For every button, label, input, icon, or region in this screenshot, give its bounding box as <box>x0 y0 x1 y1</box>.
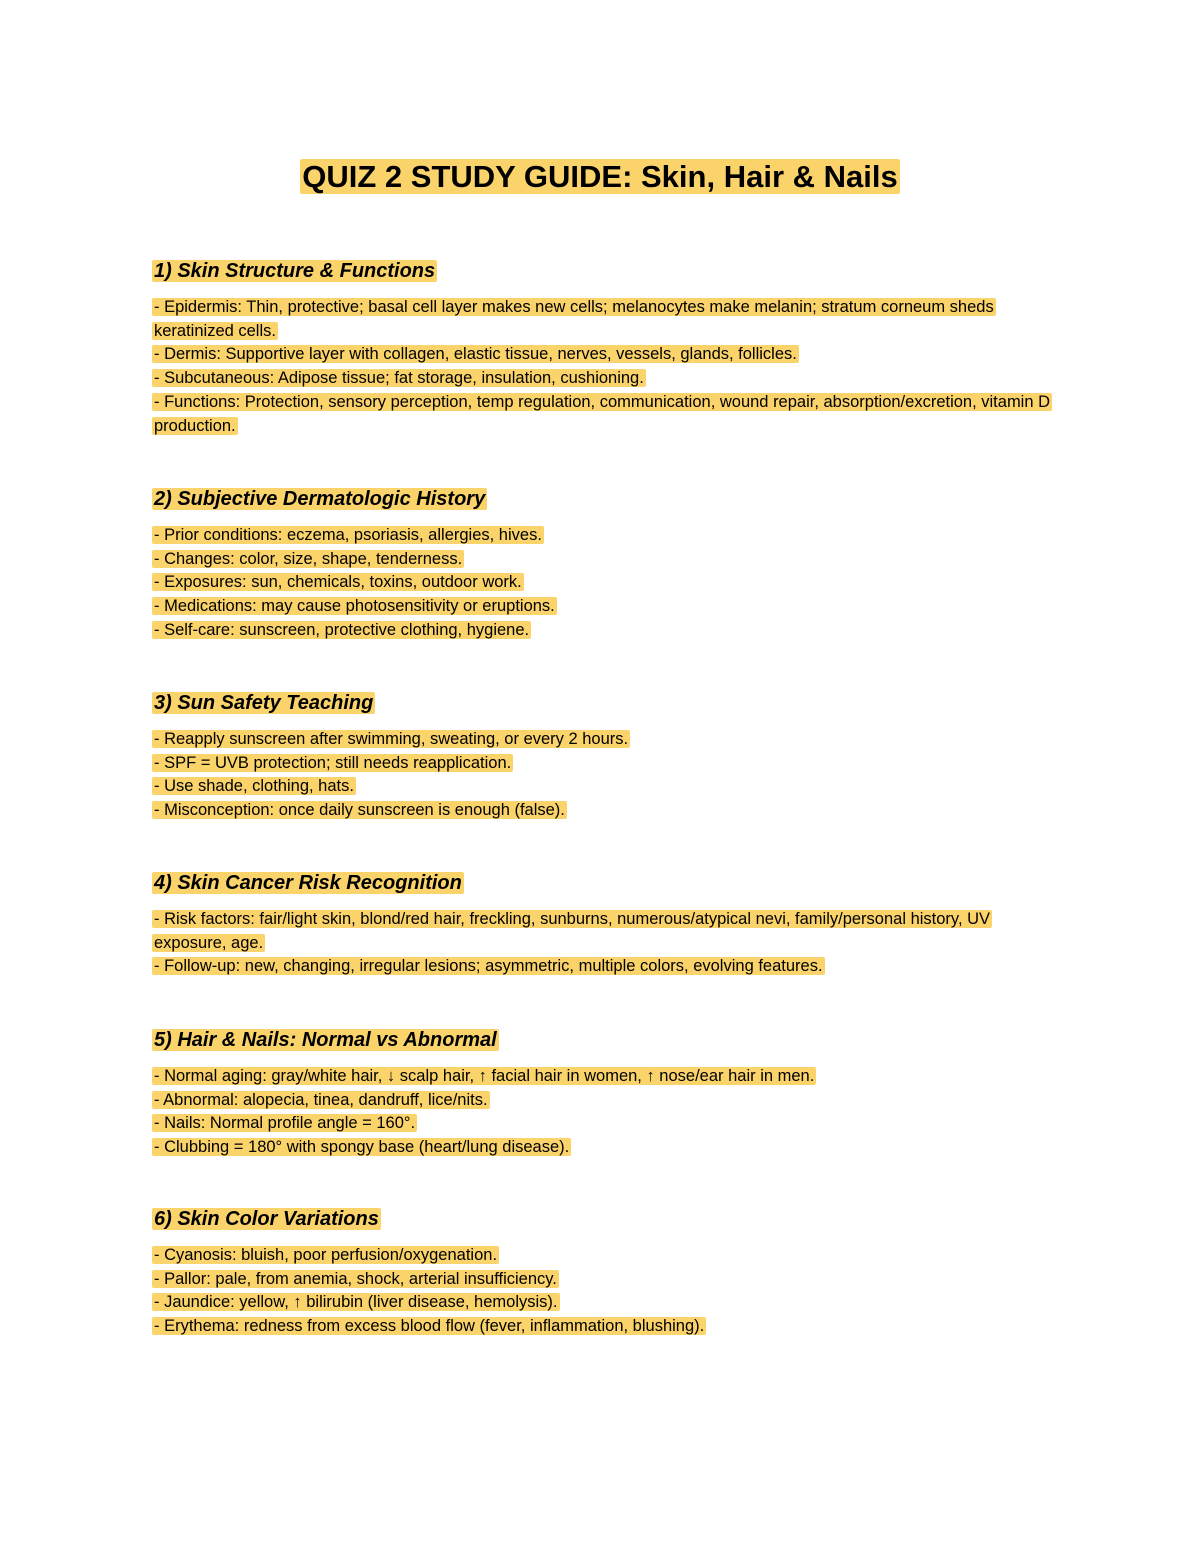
list-item-text: - Subcutaneous: Adipose tissue; fat storage, insulation, cushioning. <box>154 369 644 388</box>
section-hair-nails <box>152 1027 1062 1160</box>
list-item-text: - Abnormal: alopecia, tinea, dandruff, lice/nits. <box>154 1090 488 1109</box>
list-item <box>152 524 1062 548</box>
list-item <box>152 296 1062 343</box>
list-item <box>152 619 1062 643</box>
section-list <box>152 908 1062 979</box>
list-item <box>152 1112 1062 1136</box>
section-heading-text: 2) Subjective Dermatologic History <box>154 488 486 510</box>
section-heading <box>152 258 1062 284</box>
list-item-text: - Normal aging: gray/white hair, ↓ scalp hair, ↑ facial hair in women, ↑ nose/ear hair in men. <box>154 1067 815 1085</box>
section-heading-text: 5) Hair & Nails: Normal vs Abnormal <box>154 1029 497 1051</box>
list-item-text: - Clubbing = 180° with spongy base (heart/lung disease). <box>154 1138 570 1157</box>
list-item <box>152 367 1062 391</box>
section-heading <box>152 1206 1062 1232</box>
section-list <box>152 1244 1062 1339</box>
list-item-text: - Nails: Normal profile angle = 160°. <box>154 1114 416 1133</box>
list-item <box>152 955 1062 979</box>
list-item-text: - Epidermis: Thin, protective; basal cell layer makes new cells; melanocytes make melanin; stratum corneum sheds keratinized cells. <box>154 298 994 340</box>
page-title-text: QUIZ 2 STUDY GUIDE: Skin, Hair & Nails <box>302 159 898 194</box>
section-skin-cancer-risk <box>152 870 1062 979</box>
list-item <box>152 728 1062 752</box>
list-item <box>152 752 1062 776</box>
list-item <box>152 595 1062 619</box>
section-heading <box>152 486 1062 512</box>
section-list <box>152 728 1062 823</box>
list-item <box>152 1136 1062 1160</box>
section-heading <box>152 690 1062 716</box>
list-item-text: - Jaundice: yellow, ↑ bilirubin (liver disease, hemolysis). <box>154 1293 558 1312</box>
section-list <box>152 1065 1062 1160</box>
list-item <box>152 391 1062 438</box>
section-heading-text: 3) Sun Safety Teaching <box>154 692 374 714</box>
list-item-text: - Functions: Protection, sensory perception, temp regulation, communication, wound repair, absorption/excretion, vitamin D production. <box>154 392 1051 435</box>
list-item-text: - Use shade, clothing, hats. <box>154 777 354 796</box>
list-item <box>152 799 1062 823</box>
section-sun-safety <box>152 690 1062 823</box>
section-list <box>152 296 1062 438</box>
list-item-text: - Risk factors: fair/light skin, blond/red hair, freckling, sunburns, numerous/atypical nevi, family/personal history, UV exposure, age. <box>154 910 991 952</box>
list-item <box>152 1291 1062 1315</box>
section-subjective-history <box>152 486 1062 643</box>
list-item-text: - Erythema: redness from excess blood flow (fever, inflammation, blushing). <box>154 1317 705 1336</box>
list-item <box>152 343 1062 367</box>
list-item-text: - Misconception: once daily sunscreen is enough (false). <box>154 801 565 820</box>
list-item-text: - Prior conditions: eczema, psoriasis, allergies, hives. <box>154 526 542 544</box>
section-heading-text: 6) Skin Color Variations <box>154 1208 379 1230</box>
section-heading-text: 1) Skin Structure & Functions <box>154 260 436 282</box>
list-item-text: - Cyanosis: bluish, poor perfusion/oxygenation. <box>154 1246 498 1264</box>
list-item <box>152 775 1062 799</box>
list-item-text: - Follow-up: new, changing, irregular lesions; asymmetric, multiple colors, evolving features. <box>154 957 823 976</box>
list-item-text: - Exposures: sun, chemicals, toxins, outdoor work. <box>154 573 522 592</box>
section-skin-color <box>152 1206 1062 1339</box>
list-item <box>152 1089 1062 1113</box>
list-item-text: - Changes: color, size, shape, tenderness. <box>154 549 463 568</box>
section-skin-structure <box>152 258 1062 438</box>
list-item <box>152 908 1062 955</box>
section-list <box>152 524 1062 643</box>
list-item-text: - Dermis: Supportive layer with collagen, elastic tissue, nerves, vessels, glands, follicles. <box>154 345 797 364</box>
section-heading <box>152 1027 1062 1053</box>
list-item-text: - Self-care: sunscreen, protective clothing, hygiene. <box>154 620 530 639</box>
list-item <box>152 1065 1062 1089</box>
section-heading-text: 4) Skin Cancer Risk Recognition <box>154 872 462 894</box>
list-item <box>152 1244 1062 1268</box>
page-title <box>0 157 1200 197</box>
list-item <box>152 1315 1062 1339</box>
list-item <box>152 571 1062 595</box>
list-item-text: - Pallor: pale, from anemia, shock, arterial insufficiency. <box>154 1269 557 1288</box>
section-heading <box>152 870 1062 896</box>
list-item-text: - SPF = UVB protection; still needs reapplication. <box>154 753 512 772</box>
list-item <box>152 1268 1062 1292</box>
list-item-text: - Medications: may cause photosensitivity or eruptions. <box>154 597 555 616</box>
list-item-text: - Reapply sunscreen after swimming, sweating, or every 2 hours. <box>154 730 629 748</box>
list-item <box>152 548 1062 572</box>
